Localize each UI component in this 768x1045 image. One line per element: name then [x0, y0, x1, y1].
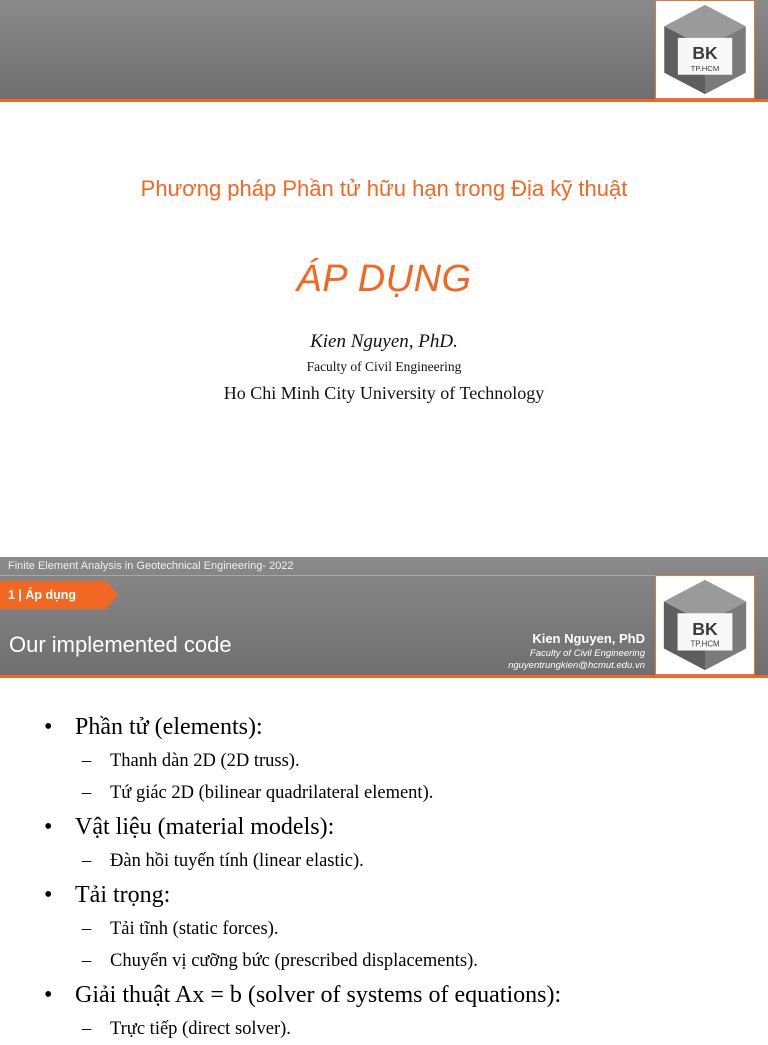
bullet-text: Vật liệu (material models): [75, 814, 335, 840]
bk-logo [655, 0, 755, 99]
sub-bullet-text: Tứ giác 2D (bilinear quadrilateral element). [110, 783, 434, 803]
bullet-item [0, 709, 768, 745]
sub-bullet-text: Tải tĩnh (static forces). [110, 919, 279, 939]
header-author-faculty: Faculty of Civil Engineering [529, 648, 645, 659]
content-slide [0, 557, 768, 1039]
sub-bullet-text: Thanh dàn 2D (2D truss). [110, 751, 300, 771]
bullet-item [0, 877, 768, 913]
bullet-dot-icon: • [44, 714, 53, 740]
sub-bullet-item [0, 1013, 768, 1045]
author-name: Kien Nguyen, PhD. [310, 331, 458, 352]
sub-bullet-text: Trực tiếp (direct solver). [110, 1019, 291, 1039]
logo-line1: BK [692, 43, 718, 64]
sub-bullet-item [0, 945, 768, 977]
logo-line1: BK [692, 618, 718, 639]
sub-bullet-text: Chuyển vị cưỡng bức (prescribed displacements). [110, 951, 478, 971]
dash-icon: – [82, 783, 92, 803]
bullet-dot-icon: • [44, 814, 53, 840]
sub-bullet-item [0, 777, 768, 809]
slide-title: Our implemented code [9, 632, 232, 657]
course-name: Finite Element Analysis in Geotechnical Engineering- 2022 [8, 560, 294, 572]
dash-icon: – [82, 919, 92, 939]
dash-icon: – [82, 1019, 92, 1039]
bullet-list [0, 709, 768, 1045]
sub-bullet-item [0, 913, 768, 945]
bk-logo [655, 575, 755, 675]
bullet-text: Phần tử (elements): [75, 714, 263, 740]
author-faculty: Faculty of Civil Engineering [306, 359, 462, 374]
dash-icon: – [82, 851, 92, 871]
logo-line2: TP.HCM [690, 639, 720, 649]
logo-line2: TP.HCM [690, 63, 720, 73]
bullet-dot-icon: • [44, 982, 53, 1008]
header-divider [0, 575, 655, 576]
dash-icon: – [82, 951, 92, 971]
bullet-dot-icon: • [44, 882, 53, 908]
sub-bullet-item [0, 845, 768, 877]
header-author-name: Kien Nguyen, PhD [532, 631, 645, 646]
bullet-text: Tải trọng: [75, 882, 171, 908]
section-tag-arrow-icon [106, 581, 118, 609]
bullet-text: Giải thuật Ax = b (solver of systems of equations): [75, 982, 562, 1008]
presentation-subtitle: Phương pháp Phần tử hữu hạn trong Địa kỹ thuật [140, 176, 628, 201]
section-tag: 1 | Áp dụng [0, 581, 106, 609]
sub-bullet-text: Đàn hồi tuyến tính (linear elastic). [110, 851, 364, 871]
presentation-title: ÁP DỤNG [296, 258, 472, 300]
bullet-item [0, 977, 768, 1013]
author-university: Ho Chi Minh City University of Technology [223, 383, 545, 403]
bullet-item [0, 809, 768, 845]
bk-logo-cube-icon [656, 576, 754, 674]
sub-bullet-item [0, 745, 768, 777]
bk-logo-cube-icon [656, 1, 754, 98]
header-author-email: nguyentrungkien@hcmut.edu.vn [508, 660, 645, 671]
dash-icon: – [82, 751, 92, 771]
slide1-header-bar [0, 0, 768, 102]
